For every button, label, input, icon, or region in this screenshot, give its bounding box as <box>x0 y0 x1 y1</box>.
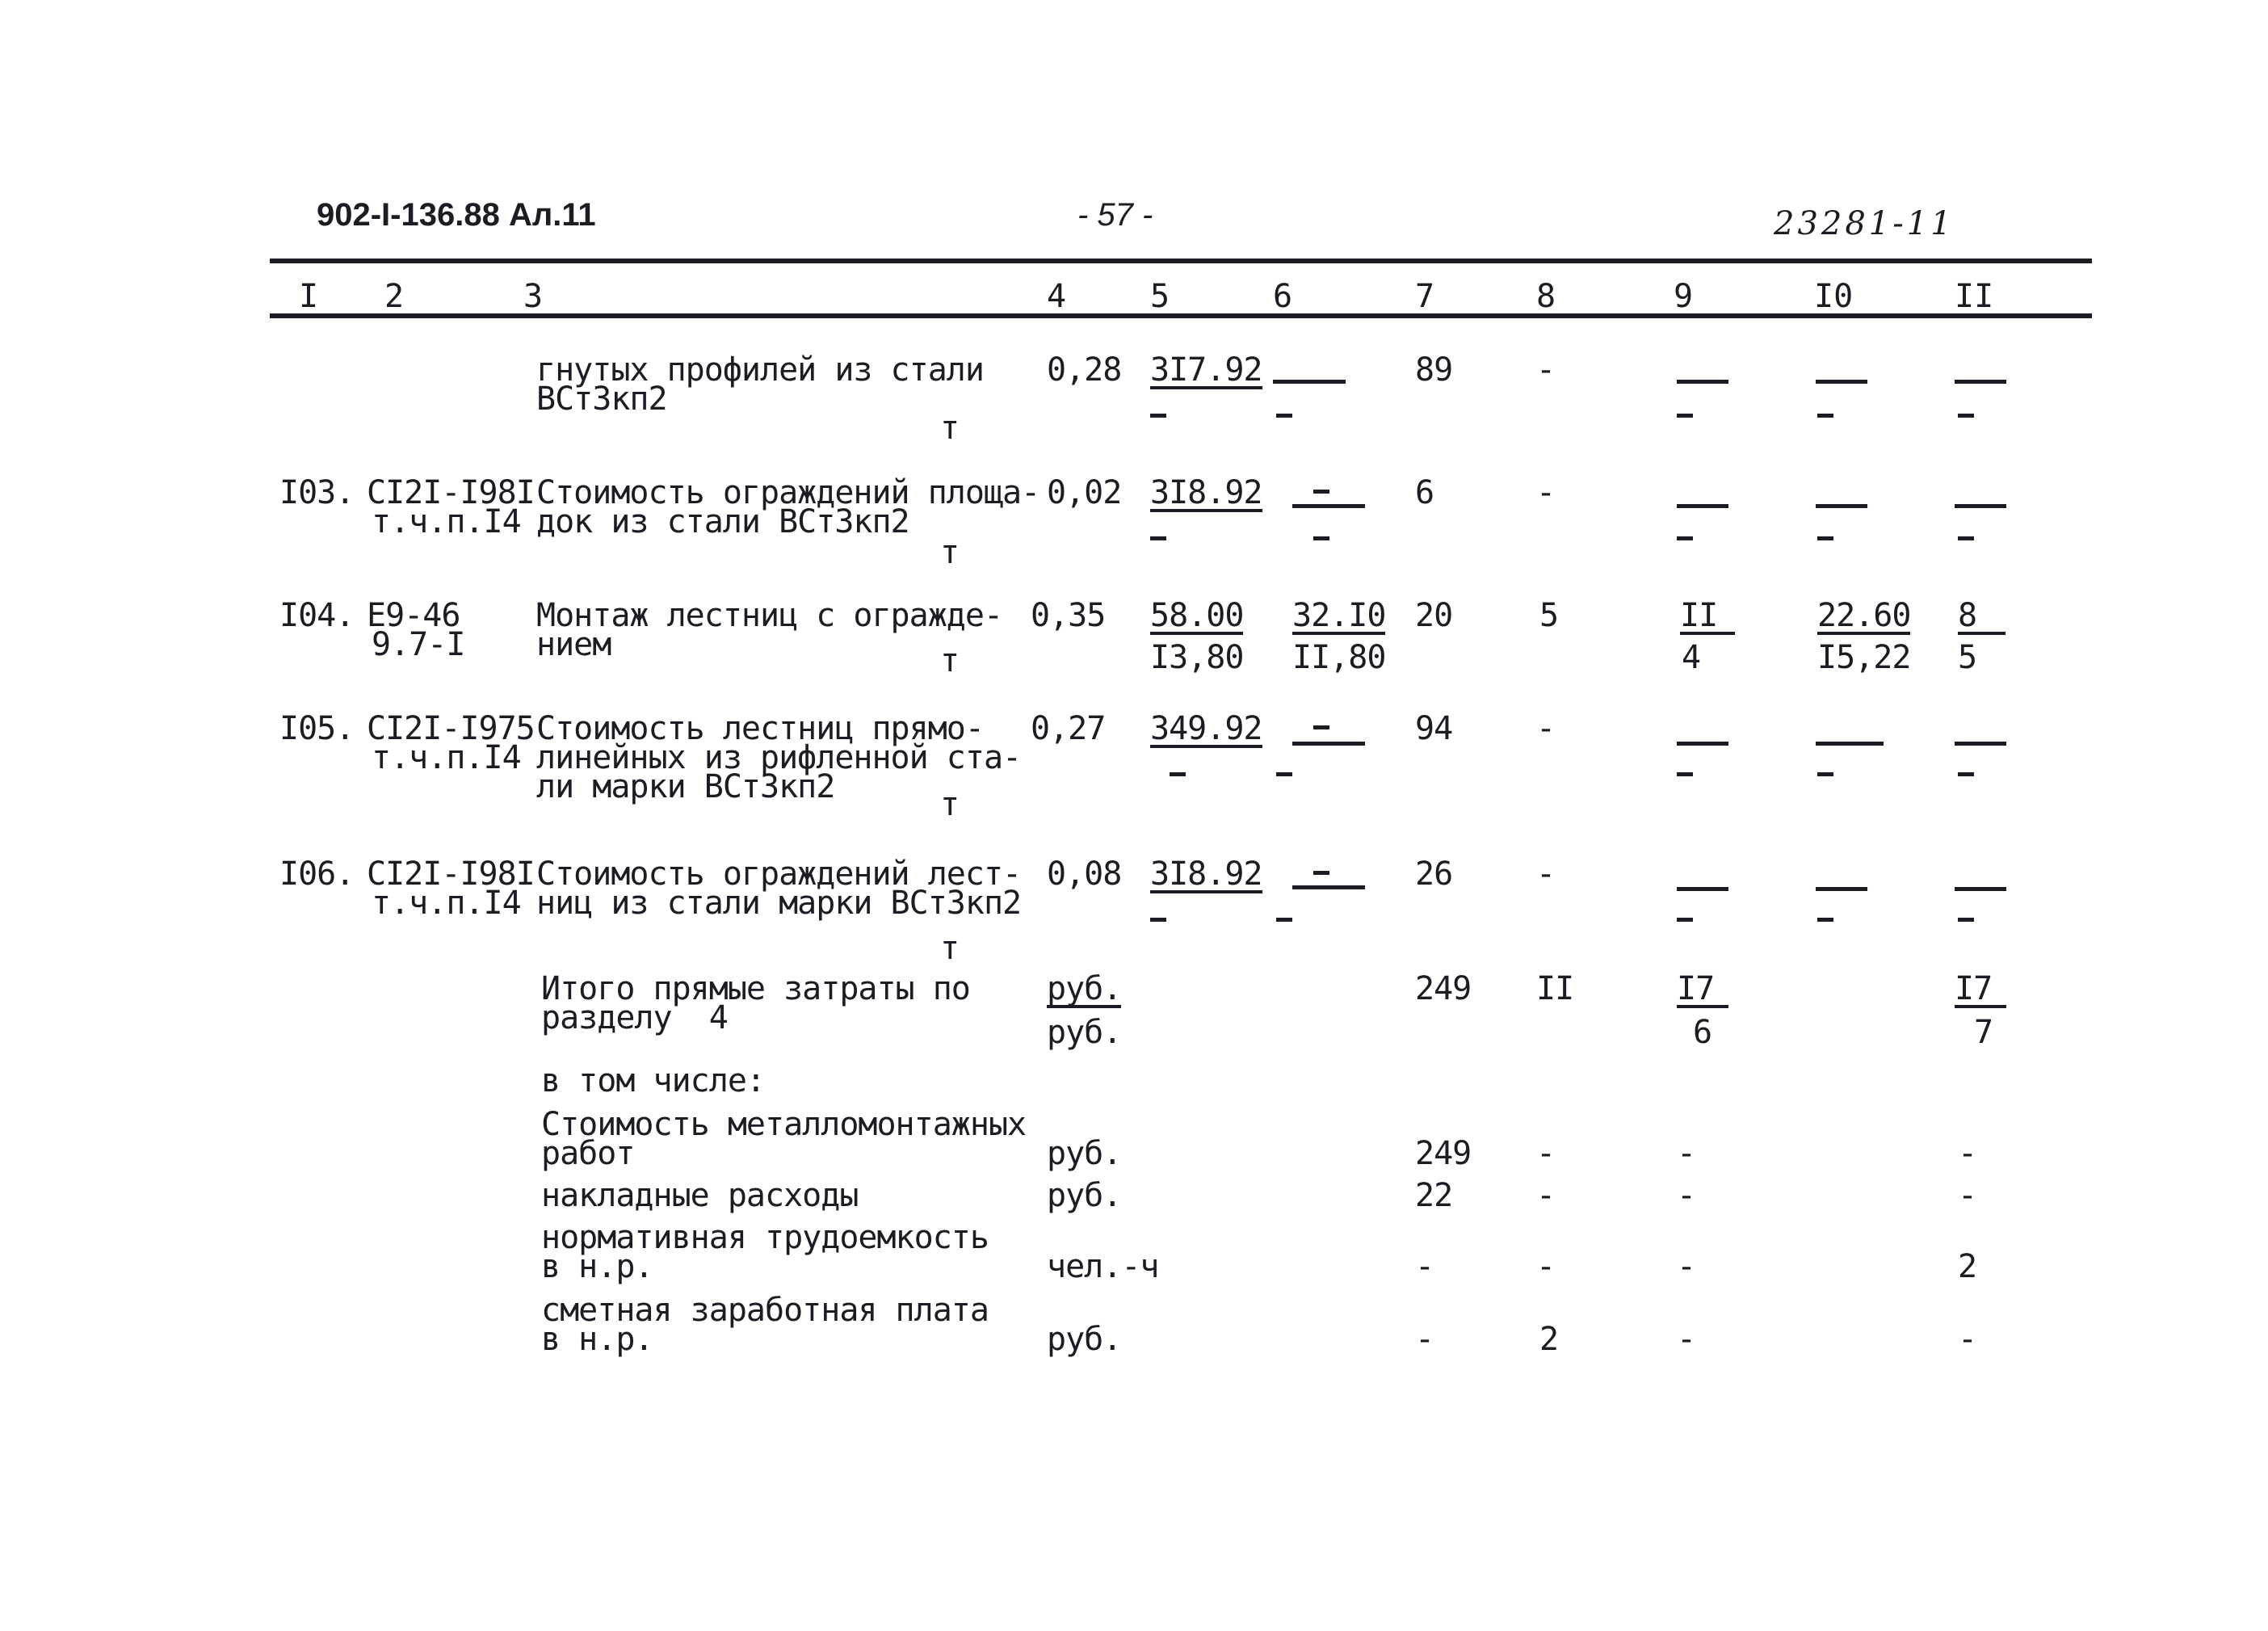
wage-col8: 2 <box>1539 1321 1559 1358</box>
dash <box>1313 490 1329 494</box>
dash <box>1677 887 1728 891</box>
col9-sub: 4 <box>1682 639 1701 676</box>
total-col9: I7 <box>1677 974 1728 1008</box>
dash <box>1817 772 1833 776</box>
quantity: 0,28 <box>1047 351 1122 389</box>
dash <box>1292 742 1365 746</box>
metal-col8: - <box>1536 1135 1556 1172</box>
row-number: I06. <box>279 855 355 893</box>
row-number: I05. <box>279 710 355 747</box>
col8-value: - <box>1536 710 1556 747</box>
wage-label: сметная заработная плата <box>541 1292 989 1329</box>
total-cost: 89 <box>1415 351 1453 389</box>
dash <box>1958 536 1974 540</box>
description: Монтаж лестниц с огражде- <box>536 597 1003 634</box>
description: ниц из стали марки ВСт3кп2 <box>536 885 1022 922</box>
dash <box>1677 536 1693 540</box>
overhead-label: накладные расходы <box>541 1177 859 1214</box>
dash <box>1816 742 1884 746</box>
dash <box>1273 380 1346 384</box>
col-8: 8 <box>1536 278 1556 315</box>
dash <box>1817 918 1833 922</box>
col-1: I <box>299 278 319 315</box>
description: ВСт3кп2 <box>536 380 667 418</box>
norm-code: т.ч.п.I4 <box>372 739 521 776</box>
dash <box>1170 772 1186 776</box>
total-label: разделу 4 <box>541 999 728 1036</box>
unit: т <box>940 642 960 679</box>
dash <box>1955 887 2006 891</box>
col-4: 4 <box>1047 278 1067 315</box>
col-6: 6 <box>1273 278 1293 315</box>
unit: т <box>940 534 960 571</box>
total-cost: 26 <box>1415 855 1453 893</box>
norm-code: E9-46 <box>367 597 460 634</box>
metal-label: Стоимость металломонтажных <box>541 1106 1027 1143</box>
labor-col11: 2 <box>1958 1248 1977 1285</box>
document-code: 902-I-136.88 Ал.11 <box>317 197 596 233</box>
description: линейных из рифленной ста- <box>536 739 1022 776</box>
unit-cost: 349.92 <box>1150 710 1262 747</box>
col-2: 2 <box>384 278 405 315</box>
row-number: I04. <box>279 597 355 634</box>
col-5: 5 <box>1150 278 1170 315</box>
metal-col9: - <box>1677 1135 1696 1172</box>
unit-cost: 3I7.92 <box>1150 351 1262 389</box>
labor-label: в н.р. <box>541 1248 653 1285</box>
col9-value: II <box>1680 601 1735 635</box>
wage-col9: - <box>1677 1321 1696 1358</box>
dash <box>1677 918 1693 922</box>
quantity: 0,35 <box>1031 597 1106 634</box>
description: Стоимость лестниц прямо- <box>536 710 984 747</box>
dash <box>1276 772 1292 776</box>
overhead-col9: - <box>1677 1177 1696 1214</box>
col8-value: - <box>1536 855 1556 893</box>
unit-cost-wage: I3,80 <box>1150 639 1244 676</box>
wage-label: в н.р. <box>541 1321 653 1358</box>
wage-unit: руб. <box>1047 1321 1122 1358</box>
total-unit: руб. <box>1047 970 1122 1007</box>
dash <box>1958 918 1974 922</box>
dash <box>1150 918 1166 922</box>
col-7: 7 <box>1415 278 1435 315</box>
dash <box>1817 536 1833 540</box>
total-unit: руб. <box>1047 1014 1122 1051</box>
dash <box>1313 536 1329 540</box>
total-cost: 94 <box>1415 710 1453 747</box>
col8-value: - <box>1536 474 1556 511</box>
dash <box>1816 504 1867 508</box>
wage-col7: - <box>1415 1321 1434 1358</box>
col-10: I0 <box>1814 278 1854 315</box>
dash <box>1955 504 2006 508</box>
total-col9-sub: 6 <box>1693 1014 1712 1051</box>
norm-code: т.ч.п.I4 <box>372 503 521 540</box>
dash <box>1955 380 2006 384</box>
unit-cost: 3I8.92 <box>1150 474 1262 511</box>
total-col11-sub: 7 <box>1974 1014 1993 1051</box>
dash <box>1677 414 1693 418</box>
norm-code: 9.7-I <box>372 626 465 663</box>
overhead-col7: 22 <box>1415 1177 1453 1214</box>
dash <box>1677 380 1728 384</box>
quantity: 0,27 <box>1031 710 1106 747</box>
labor-unit: чел.-ч <box>1047 1248 1159 1285</box>
norm-code: CI2I-I98I <box>367 474 535 511</box>
overhead-col8: - <box>1536 1177 1556 1214</box>
norm-code: т.ч.п.I4 <box>372 885 521 922</box>
description: Стоимость ограждений лест- <box>536 855 1022 893</box>
unit-cost: 3I8.92 <box>1150 855 1262 893</box>
overhead-unit: руб. <box>1047 1177 1122 1214</box>
labor-col8: - <box>1536 1248 1556 1285</box>
norm-code: CI2I-I98I <box>367 855 535 893</box>
total-cost: 6 <box>1415 474 1434 511</box>
dash <box>1150 536 1166 540</box>
quantity: 0,02 <box>1047 474 1122 511</box>
description: док из стали ВСт3кп2 <box>536 503 909 540</box>
col8-value: 5 <box>1539 597 1559 634</box>
machine-cost: 32.I0 <box>1292 597 1386 634</box>
including-label: в том числе: <box>541 1062 765 1099</box>
unit: т <box>940 786 960 823</box>
machine-cost-wage: II,80 <box>1292 639 1386 676</box>
col10-sub: I5,22 <box>1817 639 1911 676</box>
overhead-col11: - <box>1958 1177 1977 1214</box>
dash <box>1816 380 1867 384</box>
col-3: 3 <box>523 278 544 315</box>
col11-value: 8 <box>1958 601 2006 635</box>
col11-sub: 5 <box>1958 639 1977 676</box>
dash <box>1955 742 2006 746</box>
description: нием <box>536 626 611 663</box>
quantity: 0,08 <box>1047 855 1122 893</box>
dash <box>1276 414 1292 418</box>
metal-label: работ <box>541 1135 635 1172</box>
norm-code: CI2I-I975 <box>367 710 535 747</box>
total-col11: I7 <box>1955 974 2006 1008</box>
dash <box>1677 504 1728 508</box>
dash <box>1313 871 1329 875</box>
dash <box>1817 414 1833 418</box>
wage-col11: - <box>1958 1321 1977 1358</box>
col-11: II <box>1955 278 1994 315</box>
top-rule <box>270 259 2092 263</box>
dash <box>1816 887 1867 891</box>
description: ли марки ВСт3кп2 <box>536 768 835 805</box>
dash <box>1292 504 1365 508</box>
total-label: Итого прямые затраты по <box>541 970 970 1007</box>
dash <box>1958 772 1974 776</box>
metal-col7: 249 <box>1415 1135 1472 1172</box>
metal-col11: - <box>1958 1135 1977 1172</box>
col-9: 9 <box>1674 278 1694 315</box>
description: Стоимость ограждений площа- <box>536 474 1040 511</box>
labor-label: нормативная трудоемкость <box>541 1219 989 1256</box>
col8-value: - <box>1536 351 1556 389</box>
unit: т <box>940 930 960 967</box>
dash <box>1276 918 1292 922</box>
dash <box>1677 772 1693 776</box>
total-col7: 249 <box>1415 970 1472 1007</box>
labor-col7: - <box>1415 1248 1434 1285</box>
description: гнутых профилей из стали <box>536 351 984 389</box>
metal-unit: руб. <box>1047 1135 1122 1172</box>
page-number: - 57 - <box>1077 197 1153 233</box>
total-col8: II <box>1536 970 1574 1007</box>
dash <box>1292 885 1365 889</box>
dash <box>1677 742 1728 746</box>
dash <box>1958 414 1974 418</box>
dash <box>1313 725 1329 729</box>
reference-number: 23281-11 <box>1774 205 1955 242</box>
labor-col9: - <box>1677 1248 1696 1285</box>
unit: т <box>940 410 960 447</box>
col10-value: 22.60 <box>1817 597 1911 634</box>
row-number: I03. <box>279 474 355 511</box>
total-cost: 20 <box>1415 597 1453 634</box>
unit-cost: 58.00 <box>1150 597 1244 634</box>
dash <box>1150 414 1166 418</box>
